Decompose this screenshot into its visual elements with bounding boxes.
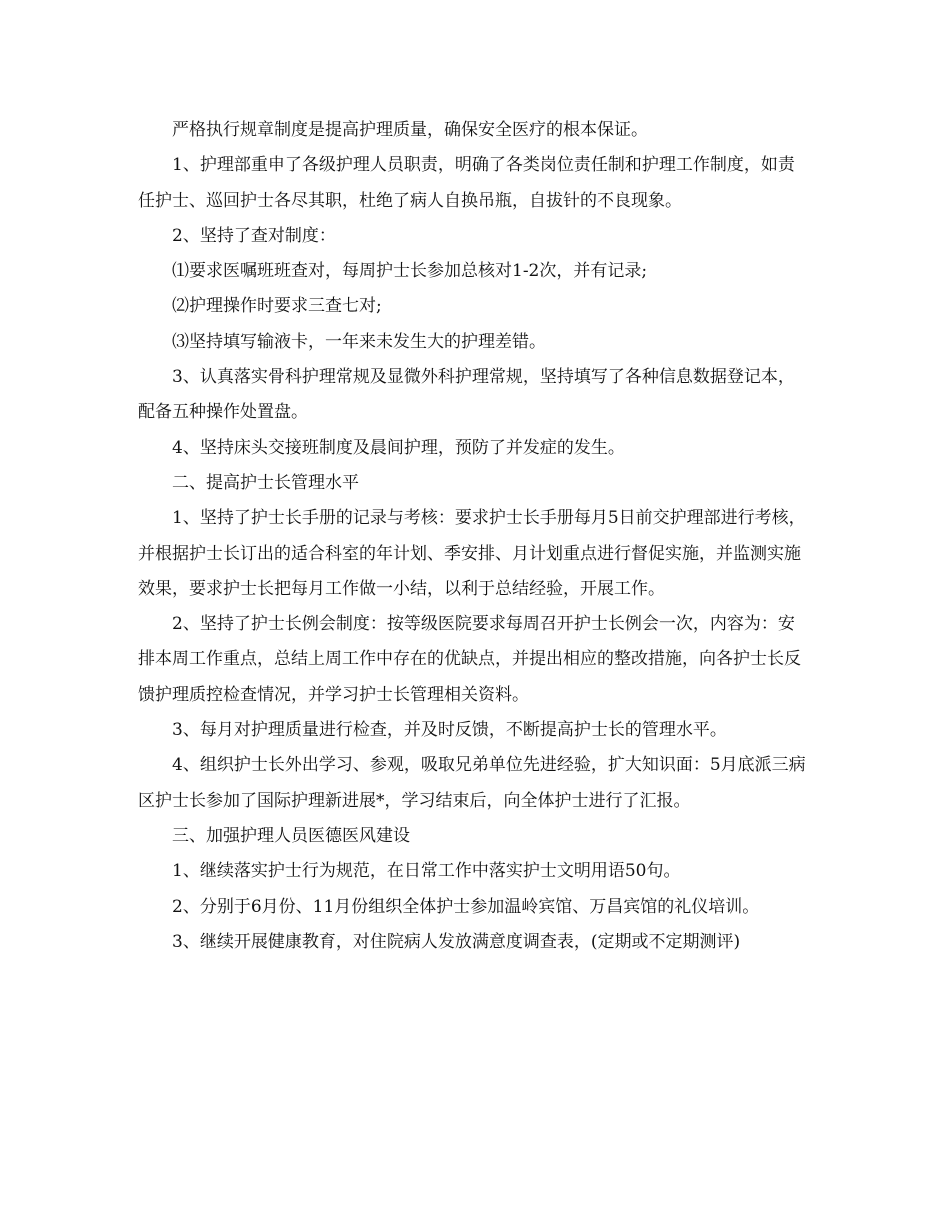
paragraph-7: 3、认真落实骨科护理常规及显微外科护理常规，坚持填写了各种信息数据登记本，配备五种操作处置盘。 [138, 367, 795, 423]
paragraph-10: 1、坚持了护士长手册的记录与考核：要求护士长手册每月5日前交护理部进行考核，并根据护士长订出的适合科室的年计划、季安排、月计划重点进行督促实施，并监测实施效果，要求护士长把每月工作做一小结，以利于总结经验，开展工作。 [138, 508, 806, 599]
paragraph-5: ⑵护理操作时要求三查七对; [172, 296, 382, 317]
paragraph-12: 3、每月对护理质量进行检查，并及时反馈，不断提高护士长的管理水平。 [172, 720, 727, 741]
paragraph-11: 2、坚持了护士长例会制度：按等级医院要求每周召开护士长例会一次，内容为：安排本周工作重点，总结上周工作中存在的优缺点，并提出相应的整改措施，向各护士长反馈护理质控检查情况，并学习护士长管理相关资料。 [138, 614, 801, 705]
paragraph-3: 2、坚持了查对制度： [172, 225, 336, 246]
paragraph-8: 4、坚持床头交接班制度及晨间护理，预防了并发症的发生。 [172, 437, 625, 458]
paragraph-4: ⑴要求医嘱班班查对，每周护士长参加总核对1-2次，并有记录; [172, 261, 648, 282]
document-body [138, 113, 808, 960]
paragraph-17: 3、继续开展健康教育，对住院病人发放满意度调查表，(定期或不定期测评) [172, 931, 741, 952]
paragraph-13: 4、组织护士长外出学习、参观，吸取兄弟单位先进经验，扩大知识面：5月底派三病区护士长参加了国际护理新进展*，学习结束后，向全体护士进行了汇报。 [138, 755, 806, 811]
paragraph-2: 1、护理部重申了各级护理人员职责，明确了各类岗位责任制和护理工作制度，如责任护士、巡回护士各尽其职，杜绝了病人自换吊瓶，自拔针的不良现象。 [138, 155, 795, 211]
section-heading-3: 三、加强护理人员医德医风建设 [172, 825, 410, 846]
paragraph-1: 严格执行规章制度是提高护理质量，确保安全医疗的根本保证。 [172, 120, 648, 140]
paragraph-16: 2、分别于6月份、11月份组织全体护士参加温岭宾馆、万昌宾馆的礼仪培训。 [172, 896, 760, 917]
section-heading-2: 二、提高护士长管理水平 [172, 472, 359, 493]
paragraph-6: ⑶坚持填写输液卡，一年来未发生大的护理差错。 [172, 331, 546, 352]
paragraph-15: 1、继续落实护士行为规范，在日常工作中落实护士文明用语50句。 [172, 861, 681, 882]
